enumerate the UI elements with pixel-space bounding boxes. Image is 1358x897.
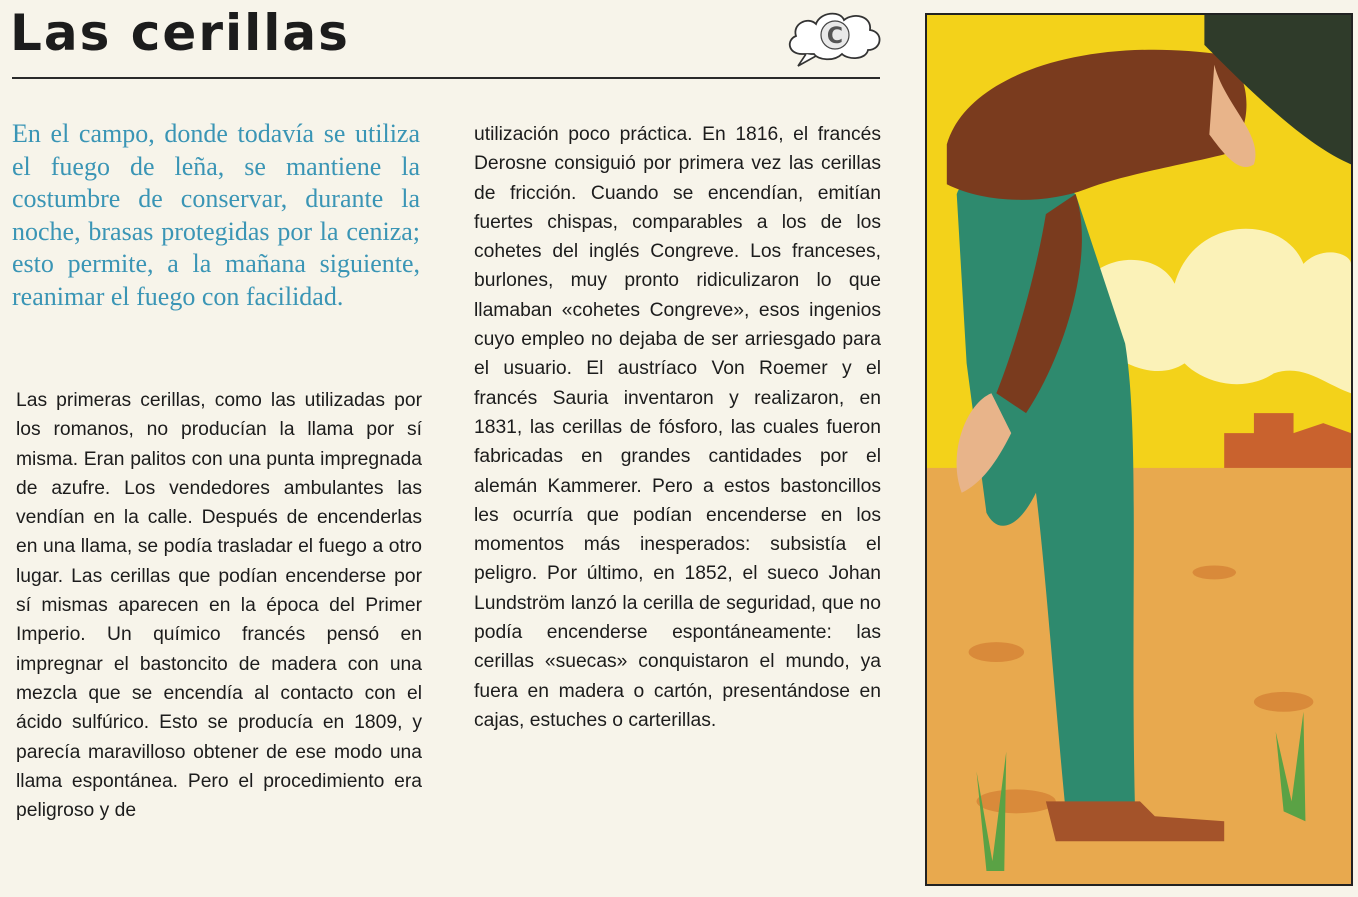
title-rule [12, 77, 880, 79]
intro-paragraph: En el campo, donde todavía se utiliza el fuego de leña, se mantiene la costumbre de conservar, durante la noche, brasas protegidas por la ceniza; esto permite, a la mañana siguiente, reanimar el fuego con facilidad. [12, 119, 420, 311]
body-column-2: utilización poco práctica. En 1816, el francés Derosne consiguió por primera vez las cerillas de fricción. Cuando se encendían, emitían fuertes chispas, comparables a los de los cohetes del inglés Congreve. Los franceses, burlones, muy pronto ridiculizaron lo que llamaban «cohetes Congreve», esos ingenios cuyo empleo no dejaba de ser arriesgado para el usuario. El austríaco Von Roemer y el francés Sauria inventaron y realizaron, en 1831, las cerillas de fósforo, las cuales fueron fabricadas en grandes cantidades por el alemán Kammerer. Pero a estos bastoncillos les ocurría que podían encenderse en los momentos más inesperados: subsistía el peligro. Por último, en 1852, el sueco Johan Lundström lanzó la cerilla de seguridad, que no podía encenderse espontáneamente: las cerillas «suecas» conquistaron el mundo, ya fuera en madera o cartón, presentándose en cajas, estuches o carterillas. [474, 124, 881, 731]
badge-letter: C [826, 24, 844, 49]
cloud-badge [782, 6, 892, 72]
cowboy-illustration [925, 13, 1353, 886]
page-title: Las cerillas [10, 4, 350, 62]
body-column-1: Las primeras cerillas, como las utilizadas por los romanos, no producían la llama por sí misma. Eran palitos con una punta impregnada de azufre. Los vendedores ambulantes las vendían en la calle. Después de encenderlas en una llama, se podía trasladar el fuego a otro lugar. Las cerillas que podían encenderse por sí mismas aparecen en la época del Primer Imperio. Un químico francés pensó en impregnar el bastoncito de madera con una mezcla que se encendía al contacto con el ácido sulfúrico. Esto se producía en 1809, y parecía maravilloso obtener de ese modo una llama espontánea. Pero el procedimiento era peligroso y de [16, 390, 422, 822]
